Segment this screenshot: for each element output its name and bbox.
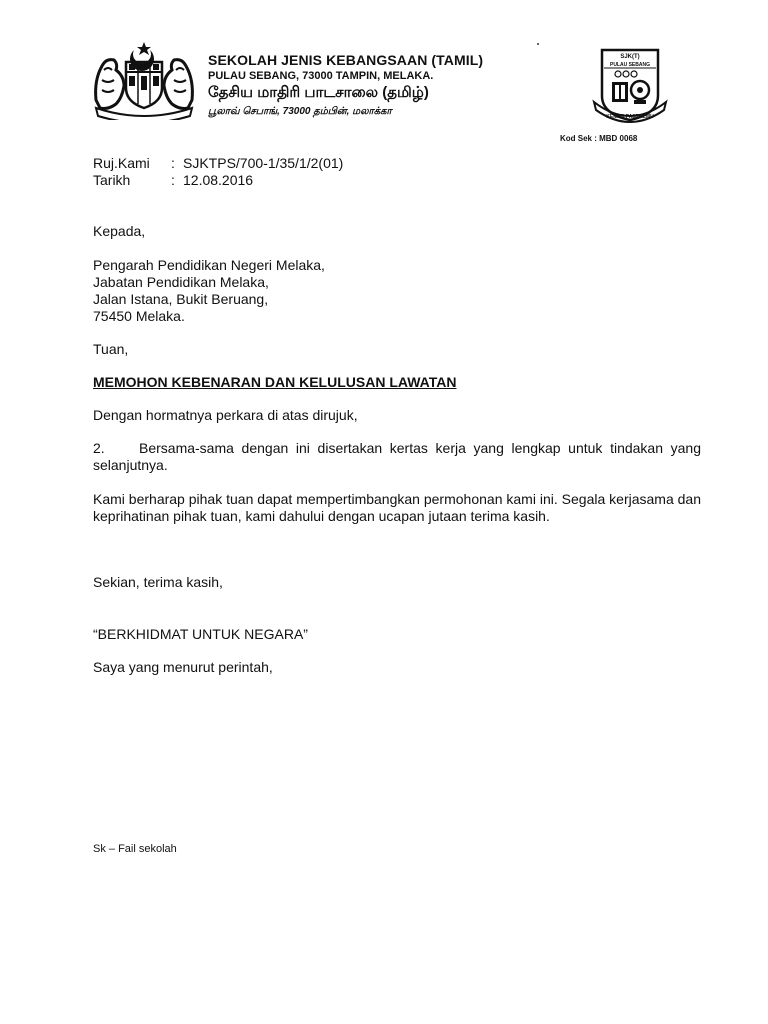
ref-value: SJKTPS/700-1/35/1/2(01): [183, 155, 344, 171]
school-name: SEKOLAH JENIS KEBANGSAAN (TAMIL): [208, 52, 484, 68]
paragraph-1: Dengan hormatnya perkara di atas dirujuk,: [93, 407, 358, 423]
closing: Sekian, terima kasih,: [93, 574, 223, 590]
recipient-line: Pengarah Pendidikan Negeri Melaka,: [93, 257, 325, 273]
greeting: Tuan,: [93, 341, 129, 357]
school-code: Kod Sek : MBD 0068: [560, 134, 638, 143]
school-name-tamil: தேசிய மாதிரி பாடசாலை (தமிழ்): [208, 84, 429, 101]
ref-label: Ruj.Kami: [93, 155, 150, 171]
school-address-tamil: பூலாவ் செபாங், 73000 தம்பின், மலாக்கா: [208, 106, 392, 117]
date-row: [93, 172, 253, 189]
reference-row: [93, 155, 343, 172]
paragraph-2-text: Bersama-sama dengan ini disertakan kertas kerja yang lengkap untuk tindakan yang selanjutnya.: [93, 440, 701, 473]
recipient-line: Jalan Istana, Bukit Beruang,: [93, 291, 269, 307]
scan-mark: [537, 43, 539, 45]
salutation-to: Kepada,: [93, 223, 146, 239]
logo-motto: KEMAS PASTI ILMU: [606, 114, 654, 120]
subject-heading: MEMOHON KEBENARAN DAN KELULUSAN LAWATAN: [93, 374, 457, 390]
date-value: 12.08.2016: [183, 172, 254, 188]
ref-separator: :: [171, 155, 175, 171]
paragraph-3: Kami berharap pihak tuan dapat mempertimbangkan permohonan kami ini. Segala kerjasama dan keprihatinan pihak tuan, kami dahului dengan ucapan jutaan terima kasih.: [93, 491, 701, 524]
malaysia-coat-of-arms-icon: [88, 40, 200, 120]
sign-off: Saya yang menurut perintah,: [93, 659, 273, 675]
carbon-copy: Sk – Fail sekolah: [93, 843, 177, 855]
paragraph-2: [93, 440, 701, 474]
school-badge-icon: [590, 44, 670, 130]
date-separator: :: [171, 172, 175, 188]
school-address: PULAU SEBANG, 73000 TAMPIN, MELAKA.: [208, 70, 434, 82]
logo-text-sub: PULAU SEBANG: [609, 62, 651, 68]
logo-text-top: SJK(T): [620, 54, 640, 60]
recipient-line: Jabatan Pendidikan Melaka,: [93, 274, 269, 290]
date-label: Tarikh: [93, 172, 131, 188]
paragraph-2-number: 2.: [93, 440, 105, 456]
recipient-line: 75450 Melaka.: [93, 308, 185, 324]
motto: “BERKHIDMAT UNTUK NEGARA”: [93, 626, 308, 642]
